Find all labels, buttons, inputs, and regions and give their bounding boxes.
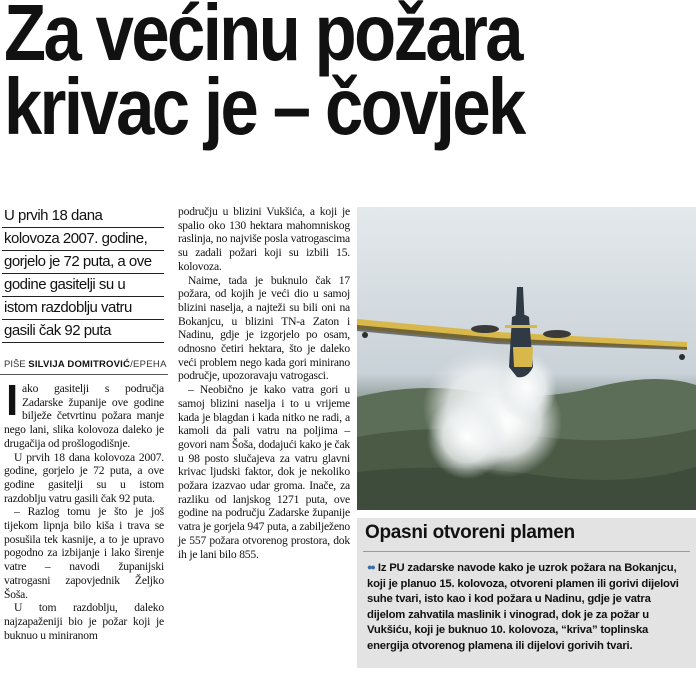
headline — [4, 0, 597, 151]
article-paragraph: području u blizini Vukšića, a koji je spalio oko 130 hektara mahomniskog raslinja, no najviše posla vatrogascima su zadali požari koji su izbili 15. kolovoza. — [178, 205, 350, 273]
article-paragraph: U tom razdoblju, daleko najzapaženiji bio je požar koji je buknuo u miniranom — [4, 601, 164, 642]
sidebar-text: ●● Iz PU zadarske navode kako je uzrok požara na Bokanjcu, koji je planuo 15. kolovoza, otvoreni plamen ili gorivi dijelovi suhe tvari, isto kao i kod požara u Nadinu, gdje je vatra dijelom zahvatila maslinik i vinograd, dok je za požar u Vukšiću, koji je buknuo 10. kolovoza, “kriva” toplinska energija otvorenog plamena ili dijelovi gorivih tvari. — [367, 562, 679, 652]
byline — [4, 359, 174, 370]
lead-line: godine gasitelji su u — [2, 274, 164, 297]
headline-line-1: Za većinu požara — [4, 0, 521, 77]
lead-line: gasili čak 92 puta — [2, 320, 164, 343]
quoted-word: “kriva” — [561, 624, 598, 636]
byline-author: SILVIJA DOMITROVIĆ — [28, 359, 131, 370]
lead-summary — [2, 205, 164, 343]
article-column-2 — [178, 205, 350, 561]
article-paragraph: – Neobično je kako vatra gori u samoj blizini naselja i to u vrijeme kada je blagdan i kada nitko ne radi, a kamoli da pali vatru na poljima – govori nam Šoša, dodajući kako je čak u 98 posto slučajeva za vatru glavni krivac ljudski faktor, dok je nekoliko požara izazvao udar groma. Inače, za razliku od lanjskog 1271 puta, ove godine na području Zadarske županije vatra je gorjela 947 puta, a zabilježeno je 557 požara otvorenog prostora, dok ih je lani bilo 855. — [178, 383, 350, 561]
bullet-icon: ●● — [367, 562, 374, 572]
sidebar-title: Opasni otvoreni plamen — [365, 522, 575, 543]
article-paragraph: U prvih 18 dana kolovoza 2007. godine, gorjelo je 72 puta, a ove godine gasitelji su u istom razdoblju vatru gasili čak 92 puta. — [4, 450, 164, 505]
article-paragraph: – Razlog tomu je što je još tijekom lipnja bilo kiša i trava se posušila tek kasnije, a to je upravo pogodno za izbijanje i lako širenje vatre – navodi županijski vatrogasni zapovjednik Željko Šoša. — [4, 505, 164, 601]
photo-firefighting-plane — [357, 207, 696, 510]
article-paragraph: Naime, tada je buknulo čak 17 požara, od kojih je veći dio u samoj blizini naselja, a najteži su bili oni na Bokanjcu, u blizini TN-a Zaton i Nadinu, gdje je izgorjelo po osam, odnosno četiri hektara, što je daleko veći problem nego kada gori minirano područje, upozoravaju vatrogasci. — [178, 273, 350, 383]
byline-agency: /EPEHA — [130, 359, 167, 370]
drop-cap: I — [6, 376, 19, 425]
byline-divider — [0, 374, 168, 375]
lead-line: gorjelo je 72 puta, a ove — [2, 251, 164, 274]
byline-prefix: PIŠE — [4, 359, 26, 370]
article-paragraph: Iako gasitelji s područja Zadarske županije ove godine bilježe četvrtinu požara manje nego lani, slika kolovoza daleko je drugačija od prošlogodišnje. — [4, 376, 164, 450]
firefighting-plane-icon — [357, 207, 696, 510]
headline-line-2: krivac je – čovjek — [4, 62, 524, 151]
sidebar-divider — [363, 551, 690, 552]
sidebar-box — [357, 518, 696, 668]
article-column-1 — [4, 376, 164, 642]
lead-line: U prvih 18 dana — [2, 205, 164, 228]
lead-line: kolovoza 2007. godine, — [2, 228, 164, 251]
lead-line: istom razdoblju vatru — [2, 297, 164, 320]
